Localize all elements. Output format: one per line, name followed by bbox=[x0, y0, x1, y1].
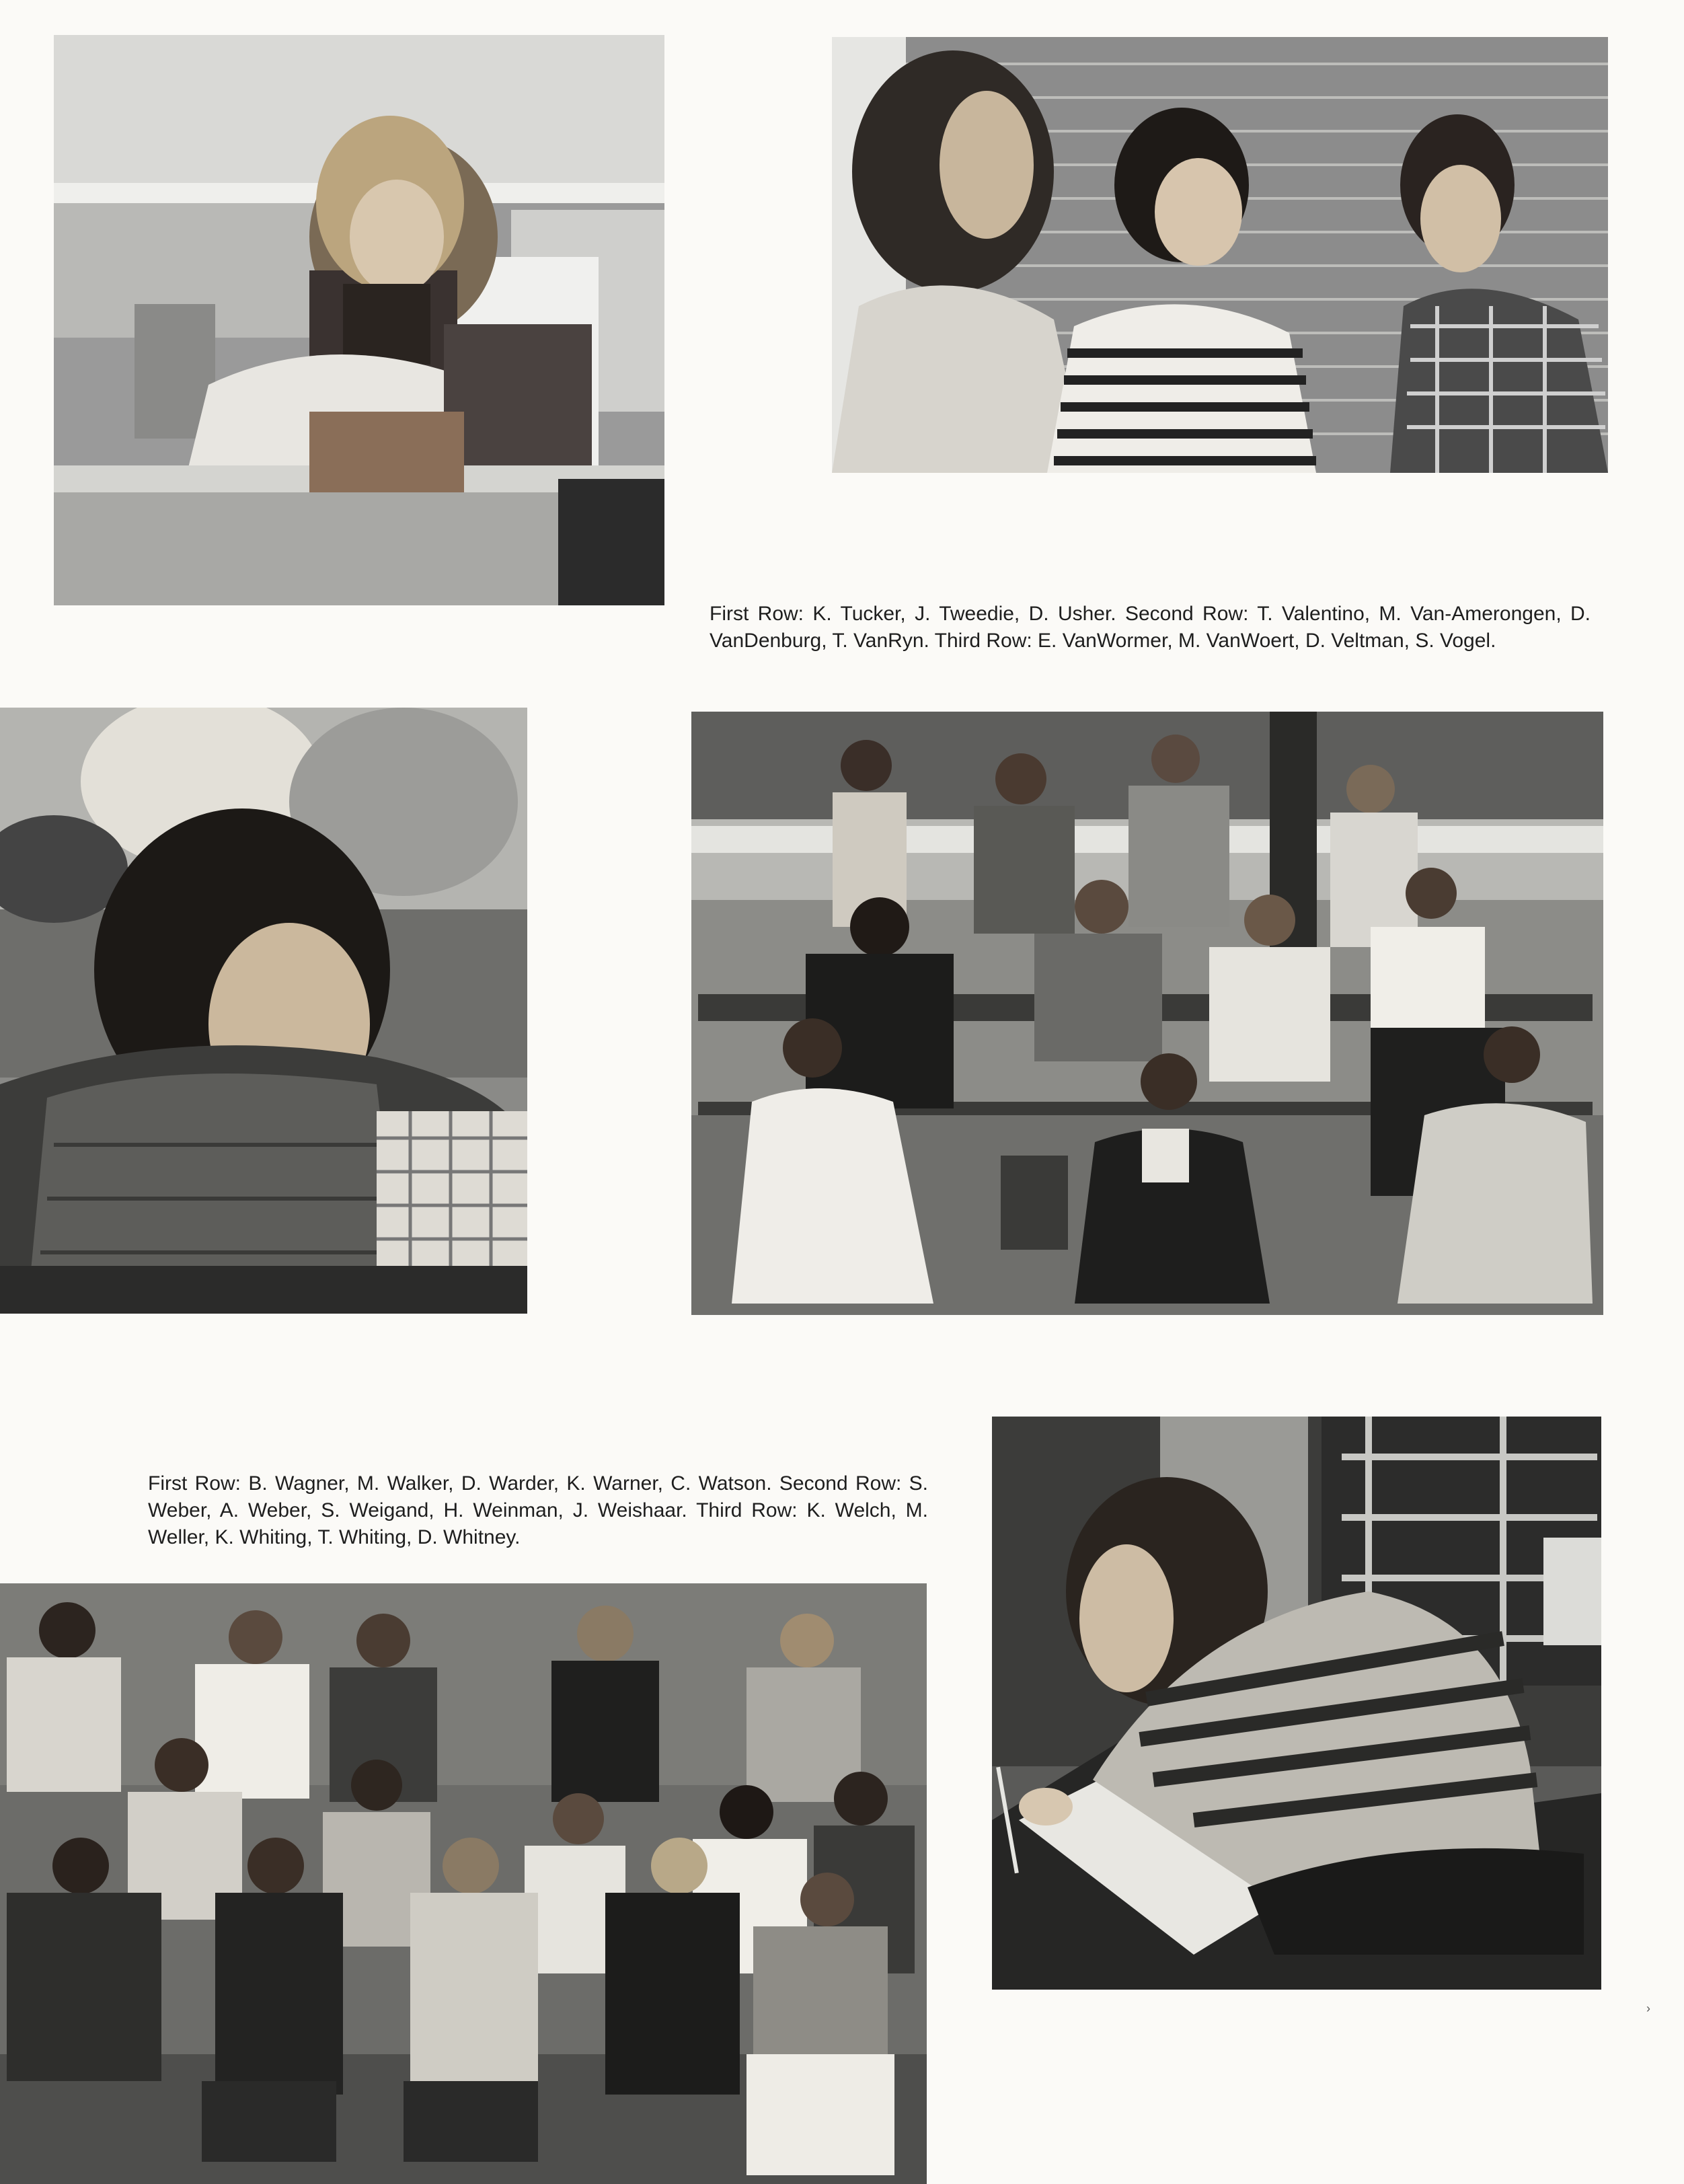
caption-group-tucker-vogel: First Row: K. Tucker, J. Tweedie, D. Usher. Second Row: T. Valentino, M. Van-Amerongen, D. VanDenburg, T. VanRyn. Third Row: E. VanWormer, M. VanWoert, D. Veltman, S. Vogel. bbox=[710, 603, 1591, 652]
photo-girl-at-desk bbox=[54, 35, 664, 605]
photo-three-students-brick-wall bbox=[832, 37, 1608, 473]
photo-girl-quilted-vest bbox=[0, 708, 527, 1314]
photo-girl-painting-on-floor bbox=[992, 1417, 1601, 1990]
photo-group-tucker-vogel bbox=[691, 712, 1603, 1315]
photo-group-wagner-whitney bbox=[0, 1583, 927, 2184]
page-edge-mark: › bbox=[1646, 2002, 1650, 2015]
caption-group-wagner-whitney: First Row: B. Wagner, M. Walker, D. Warder, K. Warner, C. Watson. Second Row: S. Weber, A. Weber, S. Weigand, H. Weinman, J. Weishaar. Third Row: K. Welch, M. Weller, K. Whiting, T. Whiting, D. Whitney. bbox=[148, 1472, 928, 1548]
